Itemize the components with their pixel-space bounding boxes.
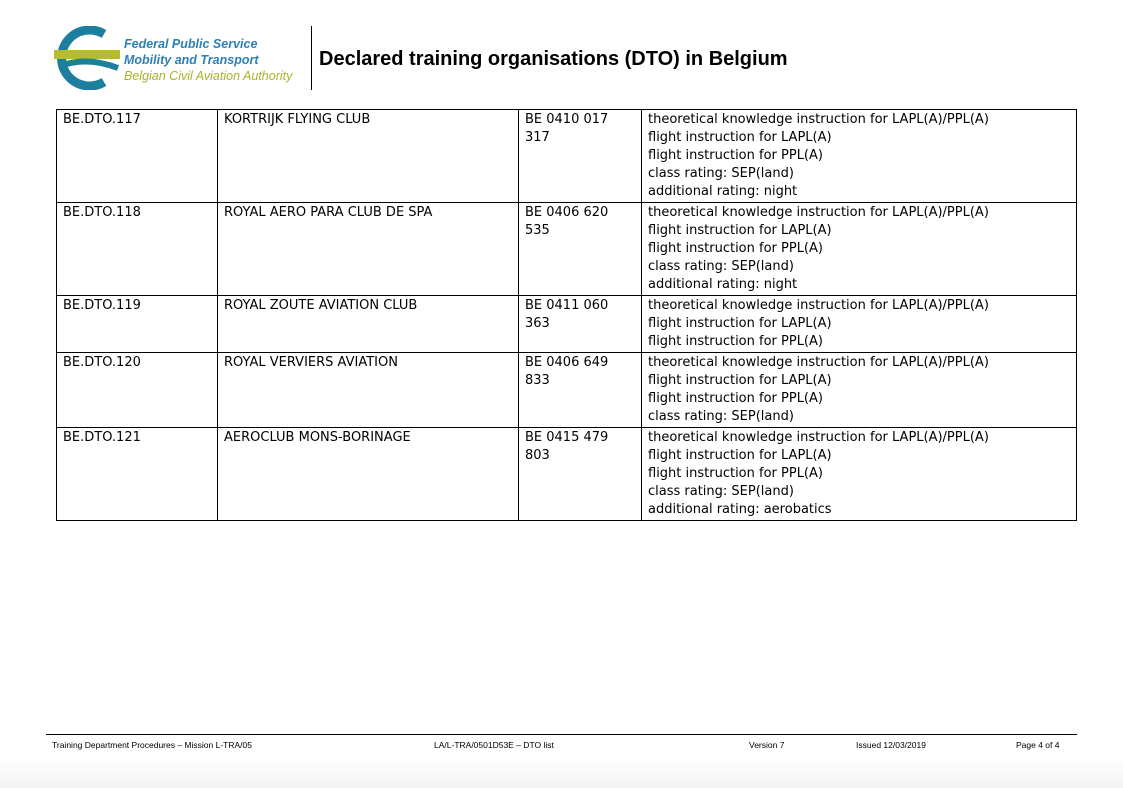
scope-item: flight instruction for PPL(A) — [648, 466, 823, 481]
table-row — [57, 428, 1077, 521]
scope-item: flight instruction for PPL(A) — [648, 148, 823, 163]
logo-line-1: Federal Public Service — [124, 37, 258, 51]
dto-id: BE.DTO.117 — [57, 110, 218, 203]
scope-item: class rating: SEP(land) — [648, 259, 794, 274]
organisation-name: ROYAL AERO PARA CLUB DE SPA — [218, 203, 519, 296]
bcaa-logo — [52, 26, 302, 90]
scope-item: class rating: SEP(land) — [648, 484, 794, 499]
training-scope — [642, 203, 1077, 296]
training-scope — [642, 353, 1077, 428]
scope-item: additional rating: aerobatics — [648, 502, 832, 517]
training-scope — [642, 428, 1077, 521]
scope-item: class rating: SEP(land) — [648, 409, 794, 424]
enterprise-number: BE 0415 479 803 — [519, 428, 642, 521]
enterprise-number: BE 0406 620 535 — [519, 203, 642, 296]
dto-id: BE.DTO.118 — [57, 203, 218, 296]
scope-item: flight instruction for PPL(A) — [648, 391, 823, 406]
dto-table — [56, 109, 1077, 521]
table-row — [57, 203, 1077, 296]
scope-item: flight instruction for PPL(A) — [648, 241, 823, 256]
scope-item: flight instruction for LAPL(A) — [648, 448, 832, 463]
organisation-name: ROYAL ZOUTE AVIATION CLUB — [218, 296, 519, 353]
footer-issued: Issued 12/03/2019 — [856, 740, 926, 750]
header-divider — [311, 26, 312, 90]
scope-item: theoretical knowledge instruction for LAPL(A)/PPL(A) — [648, 298, 989, 313]
footer-page: Page 4 of 4 — [1016, 740, 1060, 750]
scope-item: theoretical knowledge instruction for LAPL(A)/PPL(A) — [648, 205, 989, 220]
enterprise-number: BE 0411 060 363 — [519, 296, 642, 353]
scope-item: theoretical knowledge instruction for LAPL(A)/PPL(A) — [648, 430, 989, 445]
organisation-name: KORTRIJK FLYING CLUB — [218, 110, 519, 203]
scope-item: flight instruction for PPL(A) — [648, 334, 823, 349]
scope-item: additional rating: night — [648, 277, 798, 292]
page-title: Declared training organisations (DTO) in Belgium — [319, 48, 788, 70]
training-scope — [642, 296, 1077, 353]
organisation-name: AEROCLUB MONS-BORINAGE — [218, 428, 519, 521]
logo-emblem-icon — [52, 26, 122, 90]
table-row — [57, 110, 1077, 203]
dto-id: BE.DTO.119 — [57, 296, 218, 353]
table-row — [57, 353, 1077, 428]
scope-item: flight instruction for LAPL(A) — [648, 316, 832, 331]
logo-line-3: Belgian Civil Aviation Authority — [124, 69, 293, 83]
table-row — [57, 296, 1077, 353]
scope-item: flight instruction for LAPL(A) — [648, 373, 832, 388]
training-scope — [642, 110, 1077, 203]
scope-item: flight instruction for LAPL(A) — [648, 223, 832, 238]
enterprise-number: BE 0410 017 317 — [519, 110, 642, 203]
enterprise-number: BE 0406 649 833 — [519, 353, 642, 428]
scope-item: theoretical knowledge instruction for LAPL(A)/PPL(A) — [648, 112, 989, 127]
scope-item: theoretical knowledge instruction for LAPL(A)/PPL(A) — [648, 355, 989, 370]
scope-item: class rating: SEP(land) — [648, 166, 794, 181]
footer-version: Version 7 — [749, 740, 785, 750]
footer-divider — [46, 734, 1077, 735]
footer-reference: LA/L-TRA/0501D53E – DTO list — [434, 740, 554, 750]
dto-id: BE.DTO.121 — [57, 428, 218, 521]
page-shadow — [0, 758, 1123, 788]
scope-item: additional rating: night — [648, 184, 798, 199]
organisation-name: ROYAL VERVIERS AVIATION — [218, 353, 519, 428]
scope-item: flight instruction for LAPL(A) — [648, 130, 832, 145]
footer-procedures: Training Department Procedures – Mission L-TRA/05 — [52, 740, 252, 750]
dto-id: BE.DTO.120 — [57, 353, 218, 428]
logo-line-2: Mobility and Transport — [124, 53, 259, 67]
